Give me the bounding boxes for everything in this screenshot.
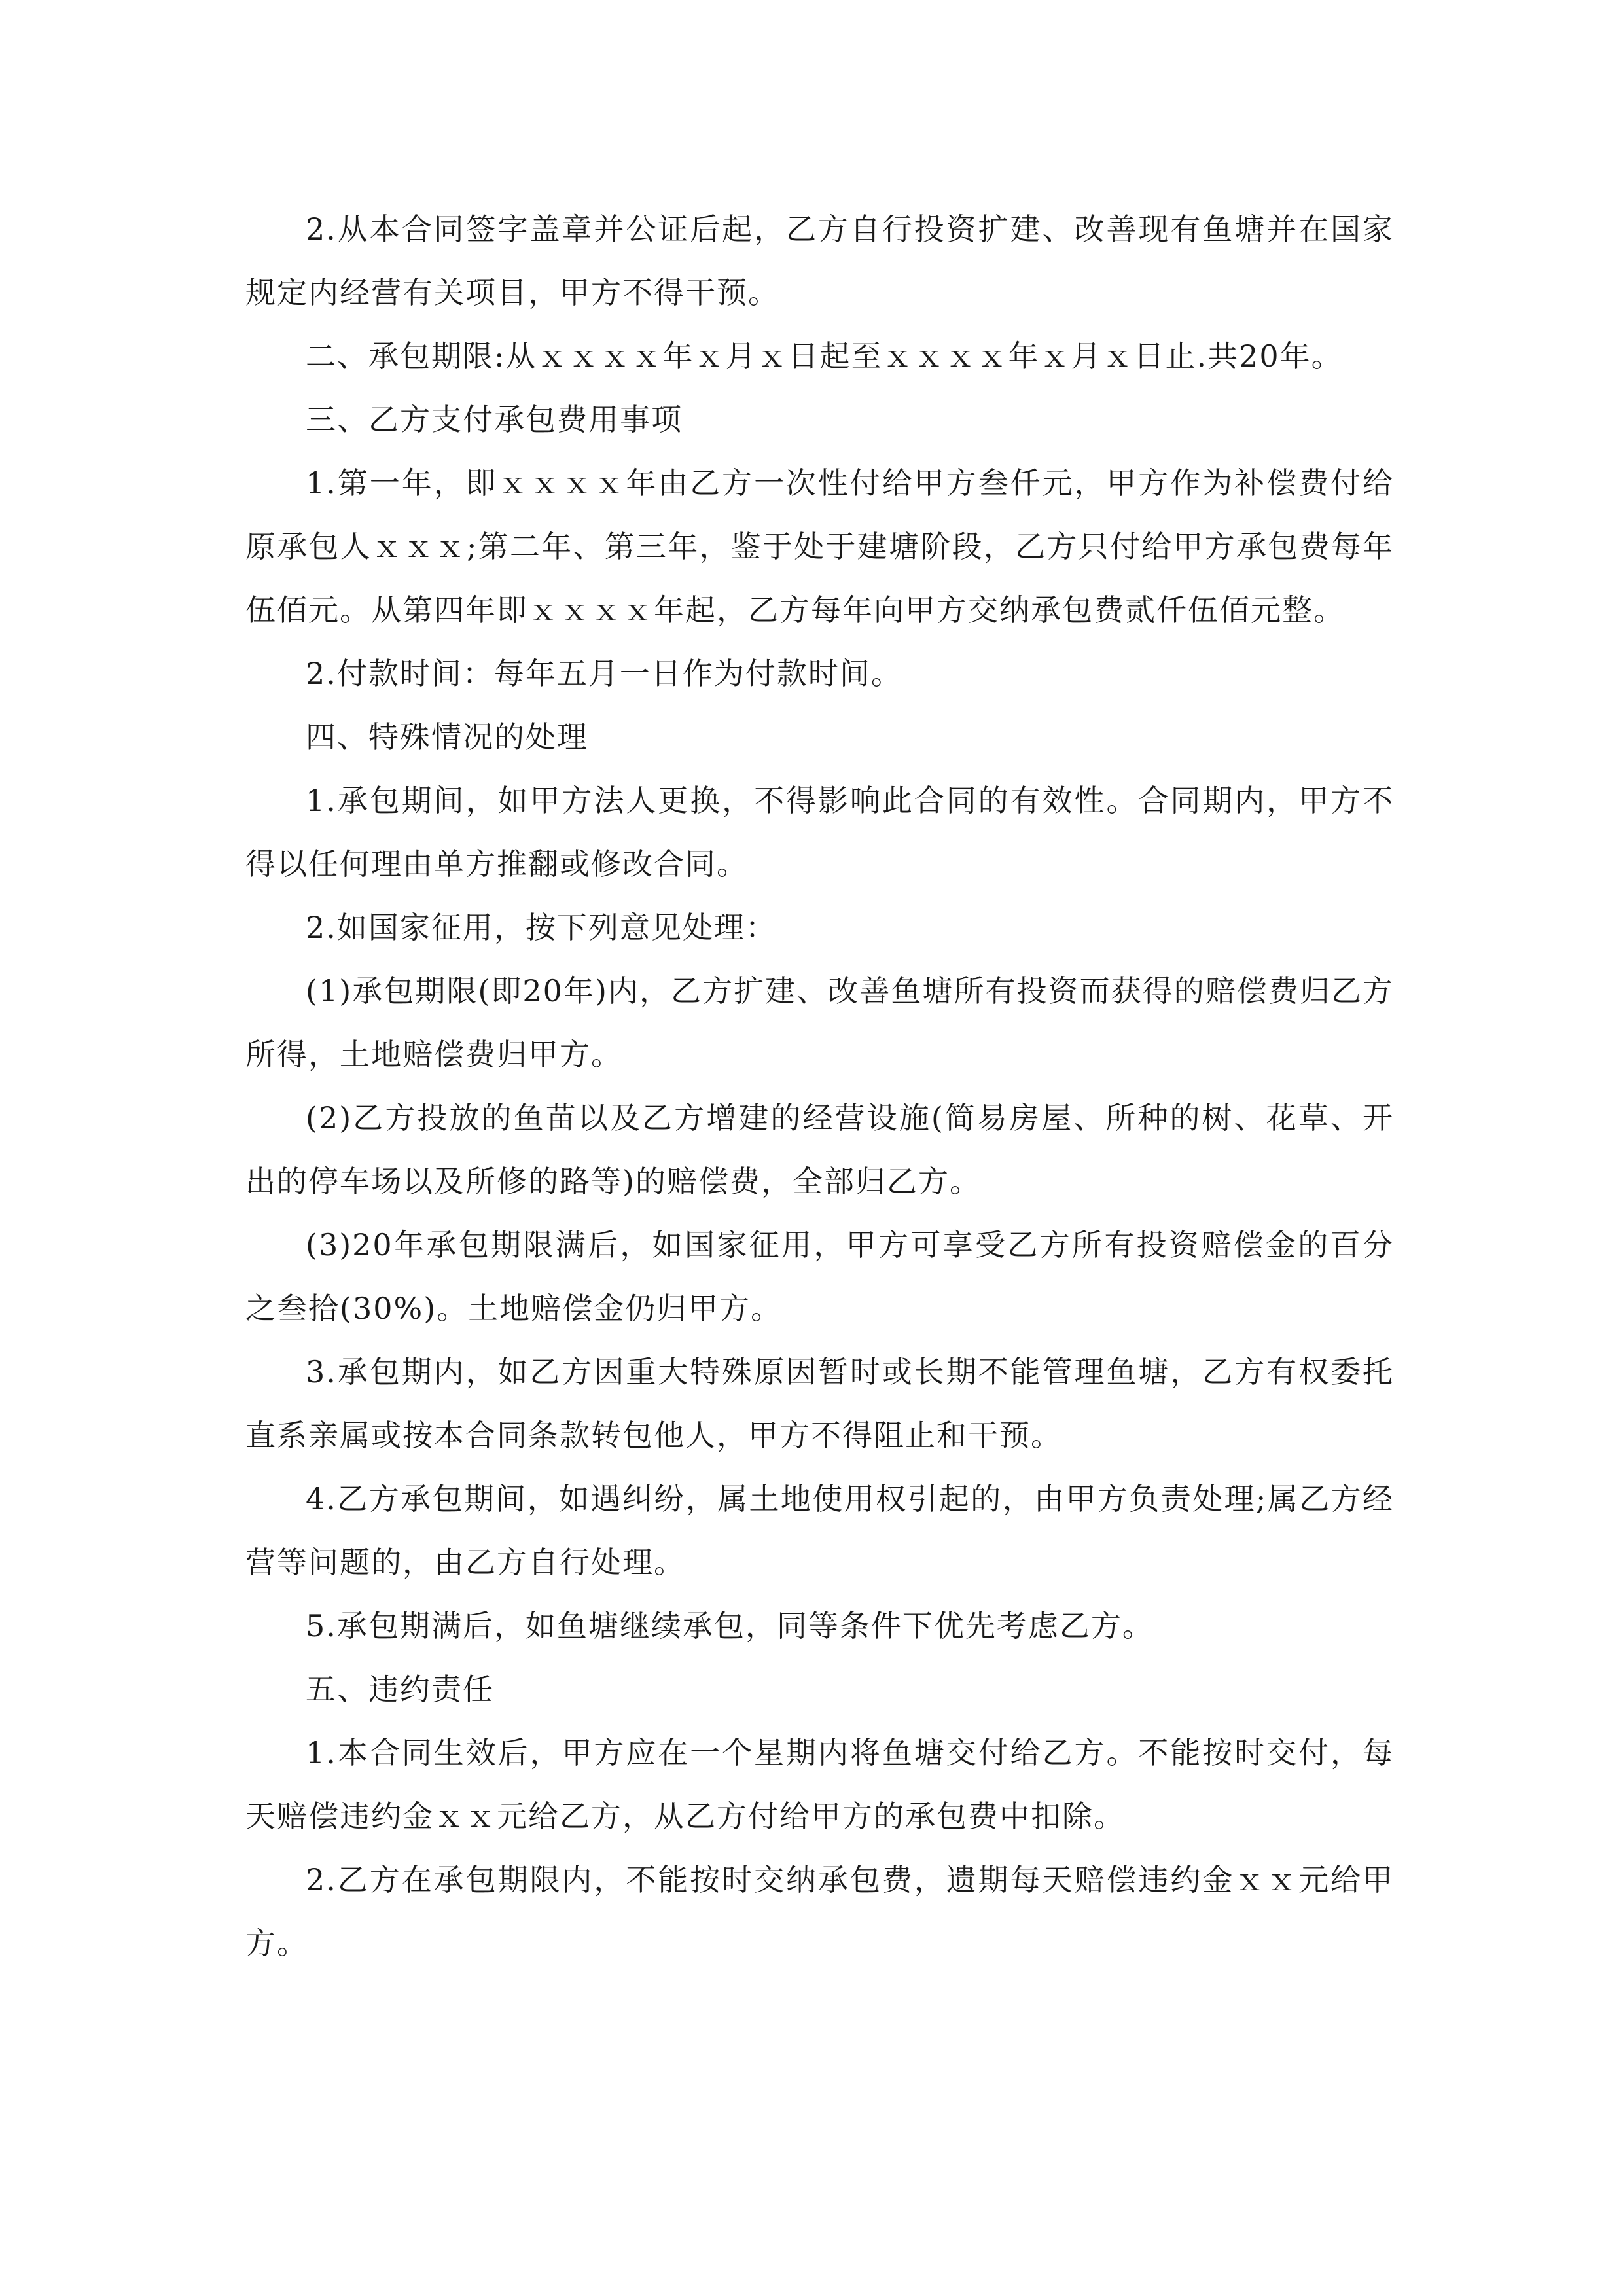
paragraph-requisition-item-3: (3)20年承包期限满后，如国家征用，甲方可享受乙方所有投资赔偿金的百分之叁拾(30%)。土地赔偿金仍归甲方。 — [245, 1227, 1394, 1326]
paragraph-breach-party-a: 1.本合同生效后，甲方应在一个星期内将鱼塘交付给乙方。不能按时交付，每天赔偿违约金ｘｘ元给乙方，从乙方付给甲方的承包费中扣除。 — [245, 1735, 1394, 1834]
paragraph-requisition-item-2: (2)乙方投放的鱼苗以及乙方增建的经营设施(简易房屋、所种的树、花草、开出的停车场以及所修的路等)的赔偿费，全部归乙方。 — [245, 1100, 1394, 1199]
paragraph-requisition-item-1: (1)承包期限(即20年)内，乙方扩建、改善鱼塘所有投资而获得的赔偿费归乙方所得，土地赔偿费归甲方。 — [245, 973, 1394, 1072]
paragraph-payment-first-year: 1.第一年，即ｘｘｘｘ年由乙方一次性付给甲方叁仟元，甲方作为补偿费付给原承包人ｘｘｘ;第二年、第三年，鉴于处于建塘阶段，乙方只付给甲方承包费每年伍佰元。从第四年即ｘｘｘｘ年起，乙方每年向甲方交纳承包费贰仟伍佰元整。 — [245, 465, 1394, 628]
paragraph-subcontract: 3.承包期内，如乙方因重大特殊原因暂时或长期不能管理鱼塘，乙方有权委托直系亲属或按本合同条款转包他人，甲方不得阻止和干预。 — [245, 1354, 1394, 1453]
heading-special-cases: 四、特殊情况的处理 — [306, 719, 588, 755]
heading-breach-liability: 五、违约责任 — [306, 1672, 494, 1707]
paragraph-payment-time: 2.付款时间：每年五月一日作为付款时间。 — [306, 656, 902, 691]
paragraph-state-requisition: 2.如国家征用，按下列意见处理： — [306, 910, 777, 945]
heading-contract-term: 二、承包期限:从ｘｘｘｘ年ｘ月ｘ日起至ｘｘｘｘ年ｘ月ｘ日止.共20年。 — [306, 338, 1343, 374]
paragraph-renewal-priority: 5.承包期满后，如鱼塘继续承包，同等条件下优先考虑乙方。 — [306, 1608, 1154, 1643]
paragraph-disputes: 4.乙方承包期间，如遇纠纷，属土地使用权引起的，由甲方负责处理;属乙方经营等问题的，由乙方自行处理。 — [245, 1481, 1394, 1580]
paragraph-breach-party-b: 2.乙方在承包期限内，不能按时交纳承包费，遗期每天赔偿违约金ｘｘ元给甲方。 — [245, 1862, 1394, 1961]
heading-payment-matters: 三、乙方支付承包费用事项 — [306, 402, 683, 437]
paragraph-legal-person-change: 1.承包期间，如甲方法人更换，不得影响此合同的有效性。合同期内，甲方不得以任何理由单方推翻或修改合同。 — [245, 783, 1394, 882]
document-body — [245, 198, 1394, 1975]
paragraph-clause-2-investment: 2.从本合同签字盖章并公证后起，乙方自行投资扩建、改善现有鱼塘并在国家规定内经营有关项目，甲方不得干预。 — [245, 211, 1394, 310]
